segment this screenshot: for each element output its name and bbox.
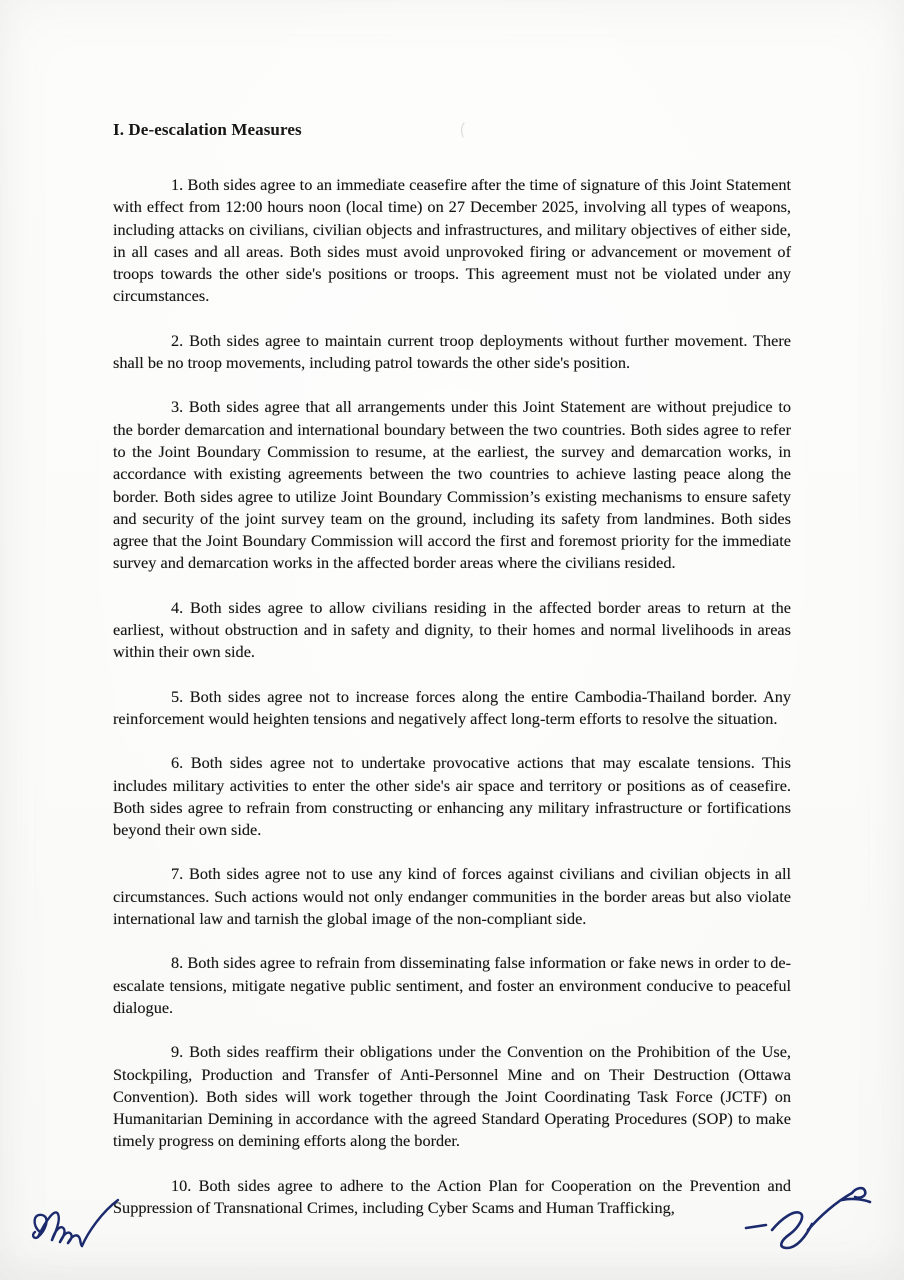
paragraph-8: 8. Both sides agree to refrain from disseminating false information or fake news in order to de-escalate tensions, mitigate negative public sentiment, and foster an environment conducive to peaceful dialogue. (113, 953, 791, 1017)
paragraph-9: 9. Both sides reaffirm their obligations under the Convention on the Prohibition of the Use, Stockpiling, Production and Transfer of Anti-Personnel Mine and on Their Destruction (Ottawa Convention). Both sides will work together through the Joint Coordinating Task Force (JCTF) on Humanitarian Demining in accordance with the agreed Standard Operating Procedures (SOP) to make timely progress on demining efforts along the border. (113, 1042, 791, 1151)
paragraph-1: 1. Both sides agree to an immediate ceasefire after the time of signature of this Joint Statement with effect from 12:00 hours noon (local time) on 27 December 2025, involving all types of weapons, including attacks on civilians, civilian objects and infrastructures, and military objectives of either side, in all cases and all areas. Both sides must avoid unprovoked firing or advancement or movement of troops towards the other side's positions or troops. This agreement must not be violated under any circumstances. (113, 175, 791, 306)
paragraph-10: 10. Both sides agree to adhere to the Action Plan for Cooperation on the Prevention and Suppression of Transnational Crimes, including Cyber Scams and Human Trafficking, (113, 1175, 791, 1217)
section-heading: I. De-escalation Measures (113, 120, 302, 139)
paragraph-5: 5. Both sides agree not to increase forces along the entire Cambodia-Thailand border. Any reinforcement would heighten tensions and negatively affect long-term efforts to resolve the situation. (113, 686, 791, 728)
paragraph-6: 6. Both sides agree not to undertake provocative actions that may escalate tensions. This includes military activities to enter the other side's air space and territory or positions as of ceasefire. Both sides agree to refrain from constructing or enhancing any military infrastructure or fortifications beyond their own side. (113, 753, 791, 840)
signature-initials-left (26, 1196, 132, 1258)
paragraph-3: 3. Both sides agree that all arrangements under this Joint Statement are without prejudice to the border demarcation and international boundary between the two countries. Both sides agree to refer to the Joint Boundary Commission to resume, at the earliest, the survey and demarcation works, in accordance with existing agreements between the two countries to achieve lasting peace along the border. Both sides agree to utilize Joint Boundary Commission’s existing mechanisms to ensure safety and security of the joint survey team on the ground, including its safety from landmines. Both sides agree that the Joint Boundary Commission will accord the first and foremost priority for the immediate survey and demarcation works in the affected border areas where the civilians resided. (113, 397, 791, 573)
paragraph-2: 2. Both sides agree to maintain current troop deployments without further movement. There shall be no troop movements, including patrol towards the other side's position. (113, 330, 791, 373)
document-body (113, 120, 791, 1219)
paragraph-7: 7. Both sides agree not to use any kind of forces against civilians and civilian objects in all circumstances. Such actions would not only endanger communities in the border areas but also violate international law and tarnish the global image of the non-compliant side. (113, 864, 791, 929)
signature-initials-right (742, 1184, 884, 1250)
paragraph-4: 4. Both sides agree to allow civilians residing in the affected border areas to return at the earliest, without obstruction and in safety and dignity, to their homes and normal livelihoods in areas within their own side. (113, 597, 791, 662)
